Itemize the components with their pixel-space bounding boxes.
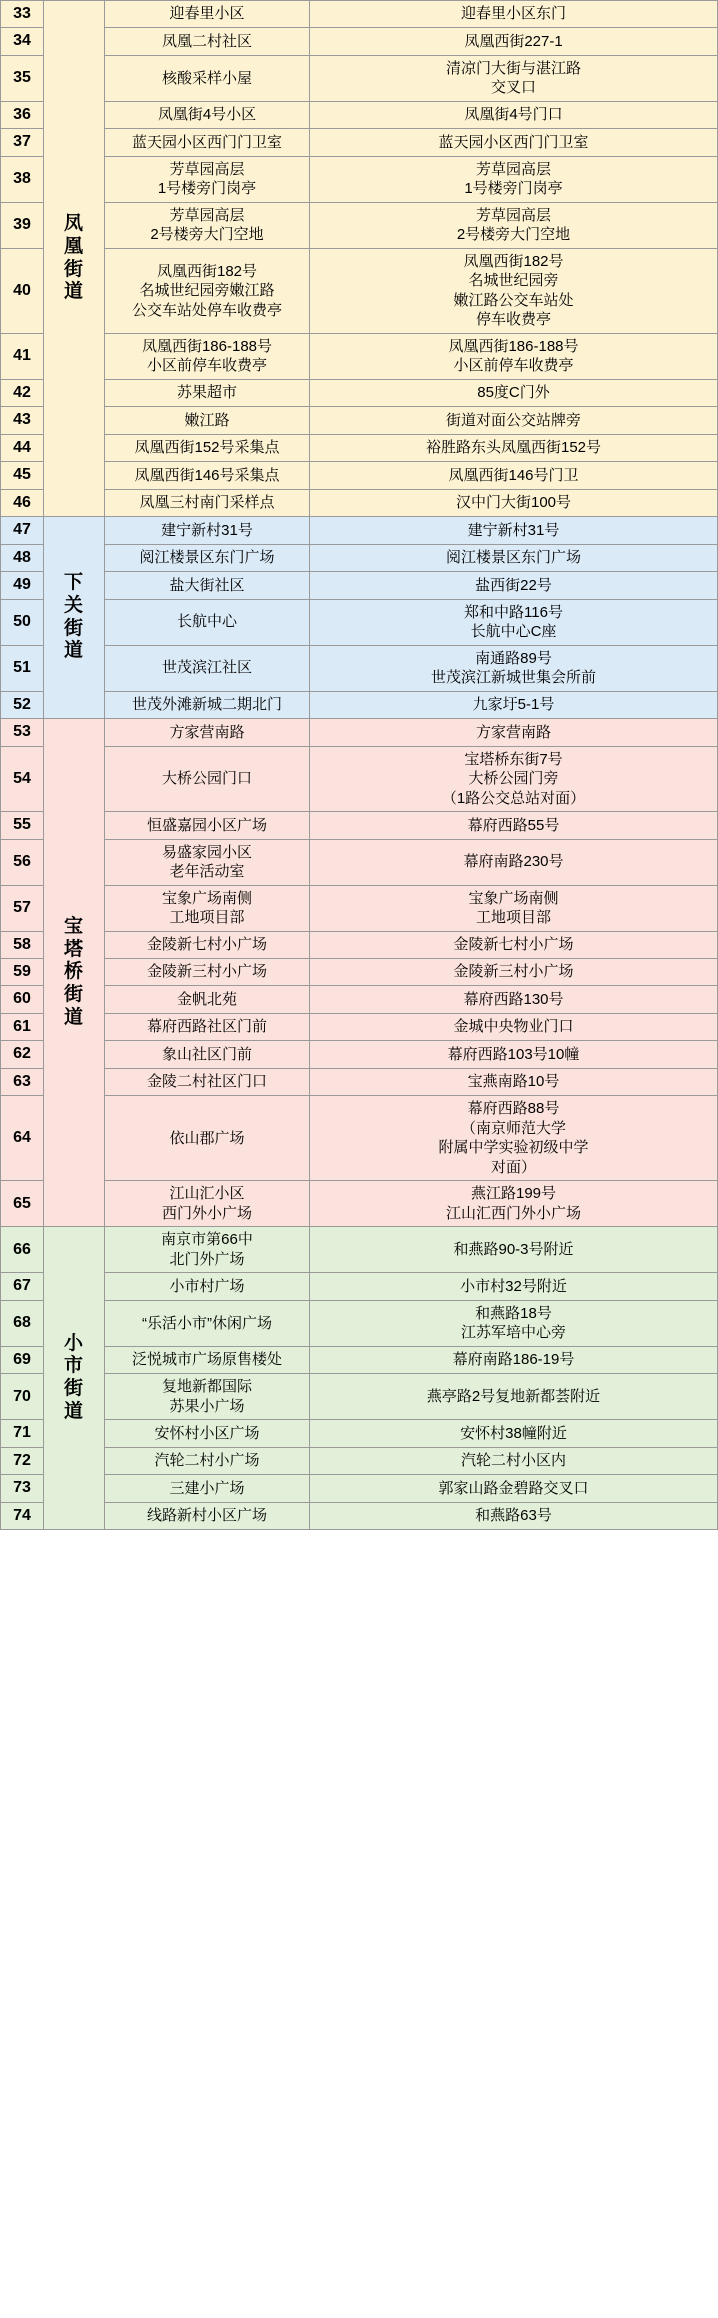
site-address-cell: 和燕路18号 江苏军培中心旁: [310, 1300, 718, 1346]
table-row: [1, 1420, 718, 1447]
table-row: [1, 839, 718, 885]
site-address-cell: 凤凰西街186-188号 小区前停车收费亭: [310, 333, 718, 379]
row-index-cell: 53: [1, 719, 44, 746]
table-row: [1, 1013, 718, 1040]
table-row: [1, 1502, 718, 1529]
site-address-cell: 盐西街22号: [310, 572, 718, 599]
site-address-cell: 蓝天园小区西门门卫室: [310, 129, 718, 156]
site-address-cell: 凤凰西街227-1: [310, 28, 718, 55]
row-index-cell: 50: [1, 599, 44, 645]
site-address-cell: 街道对面公交站牌旁: [310, 407, 718, 434]
table-row: [1, 129, 718, 156]
site-name-cell: 易盛家园小区 老年活动室: [105, 839, 310, 885]
table-row: [1, 959, 718, 986]
site-address-cell: 南通路89号 世茂滨江新城世集会所前: [310, 645, 718, 691]
site-address-cell: 燕江路199号 江山汇西门外小广场: [310, 1181, 718, 1227]
table-row: [1, 1475, 718, 1502]
site-address-cell: 安怀村38幢附近: [310, 1420, 718, 1447]
site-name-cell: 凤凰西街146号采集点: [105, 462, 310, 489]
site-name-cell: 三建小广场: [105, 1475, 310, 1502]
site-name-cell: 芳草园高层 2号楼旁大门空地: [105, 202, 310, 248]
site-name-cell: 复地新都国际 苏果小广场: [105, 1374, 310, 1420]
table-row: [1, 931, 718, 958]
site-name-cell: 线路新村小区广场: [105, 1502, 310, 1529]
site-name-cell: 蓝天园小区西门门卫室: [105, 129, 310, 156]
row-index-cell: 43: [1, 407, 44, 434]
row-index-cell: 41: [1, 333, 44, 379]
row-index-cell: 36: [1, 101, 44, 128]
street-name-cell: 小 市 街 道: [44, 1227, 105, 1530]
row-index-cell: 39: [1, 202, 44, 248]
street-name-cell: 宝 塔 桥 街 道: [44, 719, 105, 1227]
site-name-cell: 江山汇小区 西门外小广场: [105, 1181, 310, 1227]
street-name-cell: 下 关 街 道: [44, 517, 105, 719]
table-row: [1, 544, 718, 571]
site-name-cell: 恒盛嘉园小区广场: [105, 812, 310, 839]
site-address-cell: 和燕路90-3号附近: [310, 1227, 718, 1273]
site-name-cell: 凤凰西街186-188号 小区前停车收费亭: [105, 333, 310, 379]
site-address-cell: 芳草园高层 1号楼旁门岗亭: [310, 156, 718, 202]
row-index-cell: 42: [1, 379, 44, 406]
table-row: [1, 1447, 718, 1474]
table-row: [1, 156, 718, 202]
site-name-cell: 金陵新七村小广场: [105, 931, 310, 958]
table-row: [1, 885, 718, 931]
row-index-cell: 65: [1, 1181, 44, 1227]
site-name-cell: 迎春里小区: [105, 1, 310, 28]
table-row: [1, 202, 718, 248]
table-row: [1, 517, 718, 544]
site-name-cell: 苏果超市: [105, 379, 310, 406]
site-address-cell: 凤凰西街146号门卫: [310, 462, 718, 489]
row-index-cell: 55: [1, 812, 44, 839]
row-index-cell: 64: [1, 1096, 44, 1181]
table-row: [1, 691, 718, 718]
site-name-cell: 依山郡广场: [105, 1096, 310, 1181]
table-row: [1, 1273, 718, 1300]
site-name-cell: 凤凰二村社区: [105, 28, 310, 55]
row-index-cell: 49: [1, 572, 44, 599]
table-row: [1, 1068, 718, 1095]
site-name-cell: 金帆北苑: [105, 986, 310, 1013]
row-index-cell: 45: [1, 462, 44, 489]
table-row: [1, 746, 718, 812]
site-address-cell: 幕府西路130号: [310, 986, 718, 1013]
table-row: [1, 333, 718, 379]
table-row: [1, 1227, 718, 1273]
site-address-cell: 汉中门大街100号: [310, 489, 718, 516]
site-name-cell: 凤凰西街152号采集点: [105, 434, 310, 461]
row-index-cell: 46: [1, 489, 44, 516]
row-index-cell: 34: [1, 28, 44, 55]
row-index-cell: 68: [1, 1300, 44, 1346]
site-name-cell: 盐大街社区: [105, 572, 310, 599]
site-name-cell: 小市村广场: [105, 1273, 310, 1300]
table-row: [1, 1374, 718, 1420]
site-address-cell: 燕亭路2号复地新都荟附近: [310, 1374, 718, 1420]
site-address-cell: 建宁新村31号: [310, 517, 718, 544]
site-name-cell: 象山社区门前: [105, 1041, 310, 1068]
table-row: [1, 1096, 718, 1181]
table-row: [1, 489, 718, 516]
site-name-cell: 芳草园高层 1号楼旁门岗亭: [105, 156, 310, 202]
site-address-cell: 迎春里小区东门: [310, 1, 718, 28]
site-name-cell: 阅江楼景区东门广场: [105, 544, 310, 571]
table-row: [1, 719, 718, 746]
site-name-cell: 金陵二村社区门口: [105, 1068, 310, 1095]
site-address-cell: 幕府西路55号: [310, 812, 718, 839]
site-address-cell: 郑和中路116号 长航中心C座: [310, 599, 718, 645]
row-index-cell: 69: [1, 1346, 44, 1373]
row-index-cell: 51: [1, 645, 44, 691]
table-row: [1, 986, 718, 1013]
row-index-cell: 47: [1, 517, 44, 544]
site-name-cell: 建宁新村31号: [105, 517, 310, 544]
site-address-cell: 幕府西路88号 （南京师范大学 附属中学实验初级中学 对面）: [310, 1096, 718, 1181]
site-address-cell: 宝燕南路10号: [310, 1068, 718, 1095]
table-row: [1, 1, 718, 28]
row-index-cell: 56: [1, 839, 44, 885]
site-name-cell: 凤凰街4号小区: [105, 101, 310, 128]
site-name-cell: 宝象广场南侧 工地项目部: [105, 885, 310, 931]
table-row: [1, 1041, 718, 1068]
site-name-cell: 泛悦城市广场原售楼处: [105, 1346, 310, 1373]
site-name-cell: “乐活小市”休闲广场: [105, 1300, 310, 1346]
site-address-cell: 和燕路63号: [310, 1502, 718, 1529]
row-index-cell: 66: [1, 1227, 44, 1273]
site-address-cell: 汽轮二村小区内: [310, 1447, 718, 1474]
site-address-cell: 85度C门外: [310, 379, 718, 406]
table-row: [1, 1300, 718, 1346]
site-address-cell: 小市村32号附近: [310, 1273, 718, 1300]
site-name-cell: 南京市第66中 北门外广场: [105, 1227, 310, 1273]
row-index-cell: 59: [1, 959, 44, 986]
site-address-cell: 幕府西路103号10幢: [310, 1041, 718, 1068]
row-index-cell: 57: [1, 885, 44, 931]
site-address-cell: 清凉门大街与湛江路 交叉口: [310, 55, 718, 101]
site-address-cell: 金陵新七村小广场: [310, 931, 718, 958]
row-index-cell: 63: [1, 1068, 44, 1095]
row-index-cell: 62: [1, 1041, 44, 1068]
site-name-cell: 凤凰三村南门采样点: [105, 489, 310, 516]
table-row: [1, 407, 718, 434]
site-address-cell: 金陵新三村小广场: [310, 959, 718, 986]
table-row: [1, 434, 718, 461]
row-index-cell: 60: [1, 986, 44, 1013]
site-name-cell: 核酸采样小屋: [105, 55, 310, 101]
site-address-cell: 宝塔桥东街7号 大桥公园门旁 （1路公交总站对面）: [310, 746, 718, 812]
row-index-cell: 61: [1, 1013, 44, 1040]
table-row: [1, 248, 718, 333]
table-row: [1, 379, 718, 406]
site-name-cell: 世茂外滩新城二期北门: [105, 691, 310, 718]
site-address-cell: 宝象广场南侧 工地项目部: [310, 885, 718, 931]
row-index-cell: 38: [1, 156, 44, 202]
row-index-cell: 37: [1, 129, 44, 156]
row-index-cell: 33: [1, 1, 44, 28]
row-index-cell: 40: [1, 248, 44, 333]
row-index-cell: 52: [1, 691, 44, 718]
site-address-cell: 芳草园高层 2号楼旁大门空地: [310, 202, 718, 248]
site-name-cell: 安怀村小区广场: [105, 1420, 310, 1447]
site-name-cell: 汽轮二村小广场: [105, 1447, 310, 1474]
row-index-cell: 58: [1, 931, 44, 958]
table-body: [1, 1, 718, 1530]
table-row: [1, 645, 718, 691]
street-name-cell: 凤 凰 街 道: [44, 1, 105, 517]
site-address-cell: 金城中央物业门口: [310, 1013, 718, 1040]
row-index-cell: 73: [1, 1475, 44, 1502]
row-index-cell: 35: [1, 55, 44, 101]
site-name-cell: 世茂滨江社区: [105, 645, 310, 691]
row-index-cell: 70: [1, 1374, 44, 1420]
row-index-cell: 67: [1, 1273, 44, 1300]
site-address-cell: 郭家山路金碧路交叉口: [310, 1475, 718, 1502]
row-index-cell: 74: [1, 1502, 44, 1529]
site-address-cell: 幕府南路186-19号: [310, 1346, 718, 1373]
row-index-cell: 54: [1, 746, 44, 812]
site-address-cell: 幕府南路230号: [310, 839, 718, 885]
row-index-cell: 72: [1, 1447, 44, 1474]
table-row: [1, 599, 718, 645]
table-row: [1, 812, 718, 839]
site-address-cell: 凤凰街4号门口: [310, 101, 718, 128]
table-row: [1, 55, 718, 101]
row-index-cell: 71: [1, 1420, 44, 1447]
site-address-cell: 裕胜路东头凤凰西街152号: [310, 434, 718, 461]
table-row: [1, 101, 718, 128]
site-name-cell: 嫩江路: [105, 407, 310, 434]
site-name-cell: 大桥公园门口: [105, 746, 310, 812]
site-address-cell: 凤凰西街182号 名城世纪园旁 嫩江路公交车站处 停车收费亭: [310, 248, 718, 333]
table-row: [1, 28, 718, 55]
table-row: [1, 462, 718, 489]
site-name-cell: 幕府西路社区门前: [105, 1013, 310, 1040]
row-index-cell: 44: [1, 434, 44, 461]
site-address-cell: 九家圩5-1号: [310, 691, 718, 718]
site-name-cell: 金陵新三村小广场: [105, 959, 310, 986]
site-name-cell: 方家营南路: [105, 719, 310, 746]
table-row: [1, 1181, 718, 1227]
row-index-cell: 48: [1, 544, 44, 571]
site-name-cell: 长航中心: [105, 599, 310, 645]
site-name-cell: 凤凰西街182号 名城世纪园旁嫩江路 公交车站处停车收费亭: [105, 248, 310, 333]
table-row: [1, 1346, 718, 1373]
table-row: [1, 572, 718, 599]
site-address-cell: 方家营南路: [310, 719, 718, 746]
site-address-cell: 阅江楼景区东门广场: [310, 544, 718, 571]
